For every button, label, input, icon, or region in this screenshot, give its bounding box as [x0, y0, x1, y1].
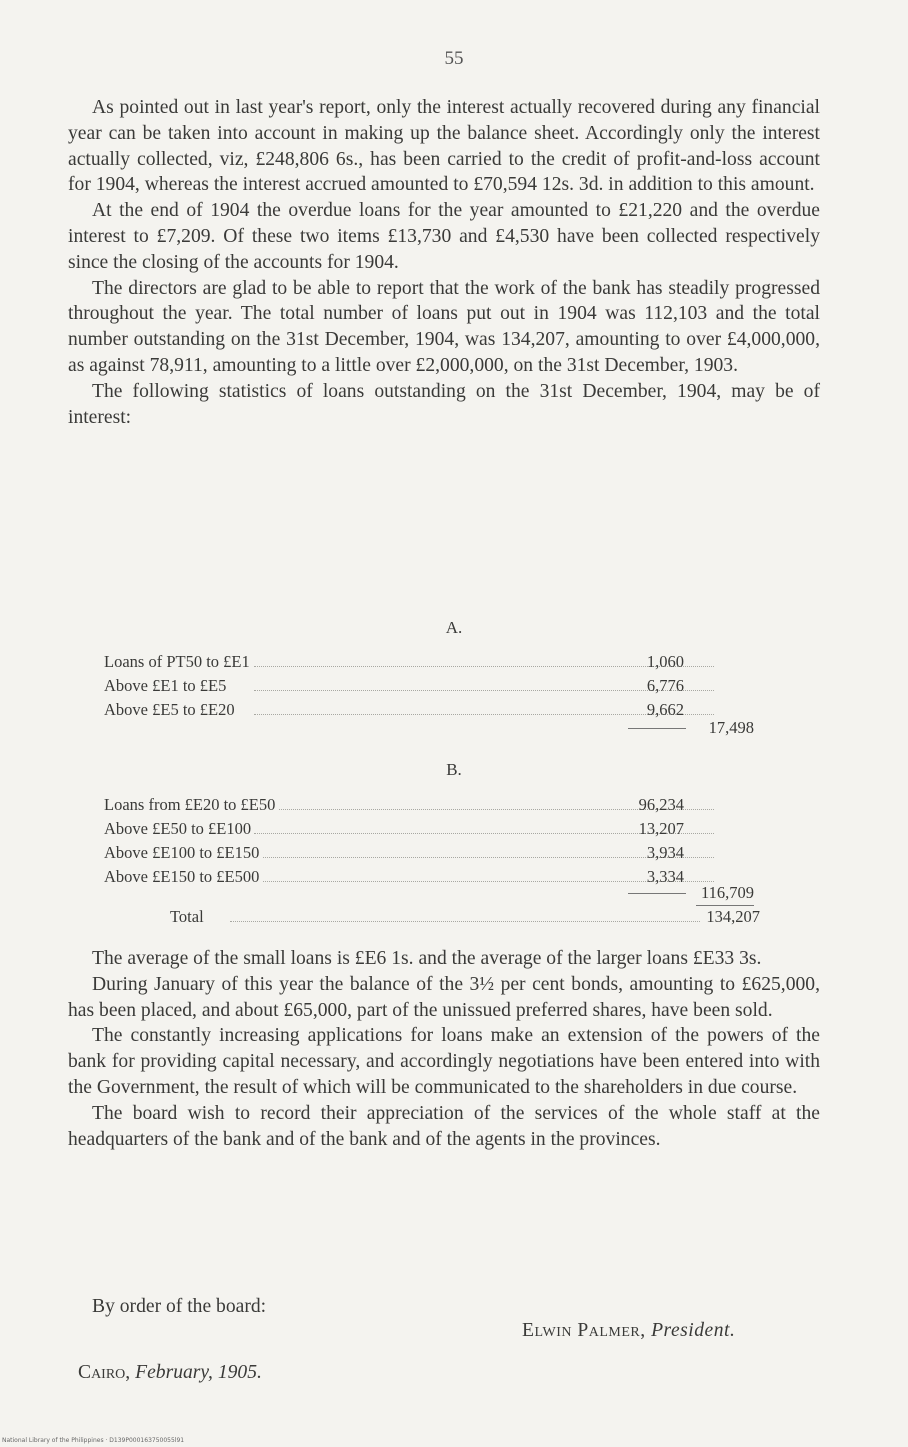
- table-row: [104, 652, 764, 676]
- signature: [522, 1320, 735, 1342]
- paragraph-interest-recovered: As pointed out in last year's report, only the interest actually recovered during any financial year can be taken into account in making up the balance sheet. Accordingly only the interest actually collected, viz, £248,806 6s., has been carried to the credit of profit-and-loss account for 1904, whereas the interest accrued amounted to £70,594 12s. 3d. in addition to this amount.: [68, 97, 820, 196]
- place: Cairo,: [78, 1362, 131, 1383]
- paragraph-averages: The average of the small loans is £E6 1s. and the average of the larger loans £E33 3s.: [92, 948, 762, 969]
- table-row: [104, 795, 764, 819]
- signatory-title: President.: [651, 1320, 736, 1341]
- table-row: [104, 676, 764, 700]
- place-date: [78, 1362, 262, 1384]
- order-line: By order of the board:: [92, 1296, 267, 1317]
- section-b-heading: B.: [446, 760, 462, 779]
- row-label: Loans of PT50 to £E1: [104, 652, 253, 672]
- row-label: Loans from £E20 to £E50: [104, 795, 278, 815]
- row-value: 13,207: [638, 819, 684, 838]
- archive-footer: National Library of the Philippines · D139P000163750055l91: [2, 1437, 185, 1444]
- paragraph-extension: The constantly increasing applications for loans make an extension of the powers of the bank for providing capital necessary, and accordingly negotiations have been entered into with the Government, the result of which will be communicated to the shareholders in due course.: [68, 1025, 820, 1098]
- row-value: 1,060: [646, 652, 684, 671]
- subtotal-row: [104, 883, 764, 907]
- total-value: 134,207: [706, 907, 760, 926]
- paragraph-appreciation: The board wish to record their appreciation of the services of the whole staff at the headquarters of the bank and of the bank and of the agents in the provinces.: [68, 1102, 820, 1150]
- total-row: [170, 907, 760, 931]
- paragraph-bonds: During January of this year the balance of the 3½ per cent bonds, amounting to £625,000, has been placed, and about £65,000, part of the unissued preferred shares, have been sold.: [68, 973, 820, 1021]
- table-row: [104, 843, 764, 867]
- paragraph-progress: The directors are glad to be able to report that the work of the bank has steadily progressed throughout the year. The total number of loans put out in 1904 was 112,103 and the total number outstanding on the 31st December, 1904, was 134,207, amounting to over £4,000,000, as against 78,911, amounting to a little over £2,000,000, on the 31st December, 1903.: [68, 277, 820, 376]
- total-label: Total: [170, 907, 207, 927]
- row-label: Above £E100 to £E150: [104, 843, 262, 863]
- row-label: Above £E1 to £E5: [104, 676, 229, 696]
- row-value: 6,776: [646, 676, 684, 695]
- row-label: Above £E50 to £E100: [104, 819, 254, 839]
- section-a-subtotal: 17,498: [708, 718, 754, 737]
- section-b-subtotal: 116,709: [700, 883, 754, 902]
- section-a-heading: A.: [445, 618, 463, 637]
- total-rule: [696, 905, 754, 906]
- subtotal-row: [104, 718, 764, 742]
- row-label: Above £E150 to £E500: [104, 867, 262, 887]
- leader-dots: [230, 921, 700, 922]
- body-text-bottom: [68, 946, 820, 1152]
- row-label: Above £E5 to £E20: [104, 700, 238, 720]
- page-number: 55: [444, 48, 464, 69]
- date: February, 1905.: [135, 1362, 262, 1383]
- row-value: 9,662: [646, 700, 684, 719]
- body-text-top: [68, 95, 820, 430]
- row-value: 3,334: [646, 867, 684, 886]
- table-row: [104, 819, 764, 843]
- row-value: 3,934: [646, 843, 684, 862]
- row-value: 96,234: [638, 795, 684, 814]
- paragraph-overdue-loans: At the end of 1904 the overdue loans for the year amounted to £21,220 and the overdue interest to £7,209. Of these two items £13,730 and £4,530 have been collected respectively since the closing of the accounts for 1904.: [68, 200, 820, 273]
- paragraph-statistics-intro: The following statistics of loans outstanding on the 31st December, 1904, may be of interest:: [68, 380, 820, 428]
- signatory-name: Elwin Palmer,: [522, 1320, 646, 1341]
